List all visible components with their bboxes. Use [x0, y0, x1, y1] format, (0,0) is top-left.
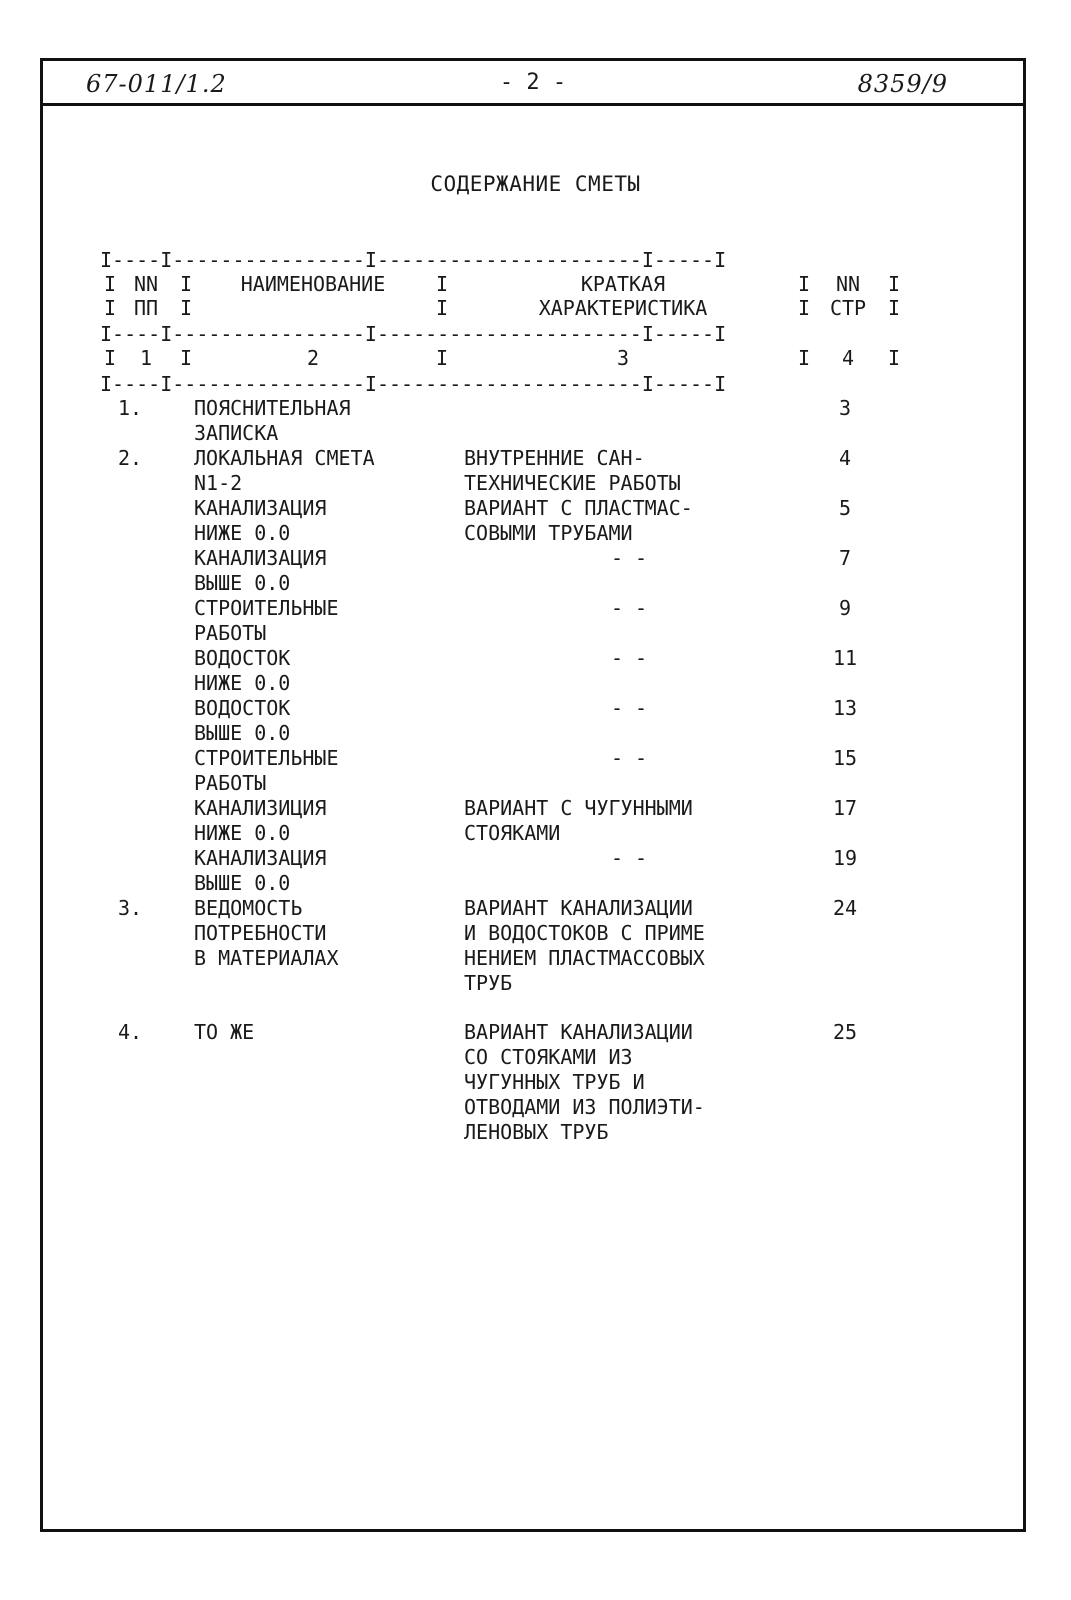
- page-number: - 2 -: [499, 70, 567, 95]
- row-name: ЛОКАЛЬНАЯ СМЕТА N1-2: [194, 446, 375, 495]
- col-page-header-2: СТР: [829, 296, 867, 320]
- table-border-top: I----I----------------I----------------------I-----I: [100, 248, 727, 272]
- document-title: СОДЕРЖАНИЕ СМЕТЫ: [430, 172, 641, 196]
- row-number: 2.: [118, 446, 143, 470]
- row-name: СТРОИТЕЛЬНЫЕ РАБОТЫ: [194, 596, 339, 645]
- row-page: 19: [832, 846, 858, 870]
- sheet-code: 8359/9: [857, 70, 948, 98]
- row-page: 15: [832, 746, 858, 770]
- row-description: ВАРИАНТ КАНАЛИЗАЦИИ И ВОДОСТОКОВ С ПРИМЕ НЕНИЕМ ПЛАСТМАССОВЫХ ТРУБ: [464, 896, 705, 995]
- row-description: - -: [610, 696, 648, 720]
- row-page: 5: [838, 496, 852, 520]
- row-page: 11: [832, 646, 858, 670]
- row-description: ВНУТРЕННИЕ САН- ТЕХНИЧЕСКИЕ РАБОТЫ: [464, 446, 681, 495]
- row-page: 17: [832, 796, 858, 820]
- title-block: [40, 58, 1026, 106]
- row-description: ВАРИАНТ КАНАЛИЗАЦИИ СО СТОЯКАМИ ИЗ ЧУГУННЫХ ТРУБ И ОТВОДАМИ ИЗ ПОЛИЭТИ- ЛЕНОВЫХ ТРУБ: [464, 1020, 705, 1144]
- row-description: - -: [610, 546, 648, 570]
- row-number: 1.: [118, 396, 143, 420]
- table-separator: I: [436, 346, 449, 370]
- table-separator: I: [888, 272, 901, 296]
- table-border-mid: I----I----------------I----------------------I-----I: [100, 322, 727, 346]
- table-separator: I: [104, 272, 117, 296]
- row-page: 9: [838, 596, 852, 620]
- row-page: 13: [832, 696, 858, 720]
- row-page: 4: [838, 446, 852, 470]
- row-page: 25: [832, 1020, 858, 1044]
- col-desc-header-2: ХАРАКТЕРИСТИКА: [538, 296, 708, 320]
- col-num-index: 1: [139, 346, 153, 370]
- document-code: 67-011/1.2: [86, 70, 227, 98]
- row-name: КАНАЛИЗИЦИЯ НИЖЕ 0.0: [194, 796, 327, 845]
- table-separator: I: [888, 346, 901, 370]
- row-page: 7: [838, 546, 852, 570]
- row-number: 3.: [118, 896, 143, 920]
- table-border-bottom: I----I----------------I----------------------I-----I: [100, 372, 727, 396]
- row-description: - -: [610, 846, 648, 870]
- row-name: ПОЯСНИТЕЛЬНАЯ ЗАПИСКА: [194, 396, 351, 445]
- col-desc-index: 3: [616, 346, 630, 370]
- row-name: КАНАЛИЗАЦИЯ ВЫШЕ 0.0: [194, 546, 327, 595]
- col-name-index: 2: [306, 346, 320, 370]
- table-separator: I: [798, 346, 811, 370]
- col-page-index: 4: [841, 346, 855, 370]
- col-desc-header-1: КРАТКАЯ: [580, 272, 666, 296]
- row-name: КАНАЛИЗАЦИЯ ВЫШЕ 0.0: [194, 846, 327, 895]
- table-separator: I: [180, 346, 193, 370]
- table-separator: I: [436, 296, 449, 320]
- col-num-header-2: ПП: [133, 296, 159, 320]
- row-page: 3: [838, 396, 852, 420]
- row-name: ВЕДОМОСТЬ ПОТРЕБНОСТИ В МАТЕРИАЛАХ: [194, 896, 339, 970]
- row-description: - -: [610, 646, 648, 670]
- row-name: ВОДОСТОК НИЖЕ 0.0: [194, 646, 291, 695]
- row-description: - -: [610, 596, 648, 620]
- row-name: СТРОИТЕЛЬНЫЕ РАБОТЫ: [194, 746, 339, 795]
- table-separator: I: [180, 296, 193, 320]
- row-name: КАНАЛИЗАЦИЯ НИЖЕ 0.0: [194, 496, 327, 545]
- table-separator: I: [798, 272, 811, 296]
- row-description: ВАРИАНТ С ЧУГУННЫМИ СТОЯКАМИ: [464, 796, 693, 845]
- col-name-header: НАИМЕНОВАНИЕ: [240, 272, 386, 296]
- table-separator: I: [798, 296, 811, 320]
- table-separator: I: [104, 346, 117, 370]
- row-name: ТО ЖЕ: [194, 1020, 255, 1044]
- table-separator: I: [180, 272, 193, 296]
- col-num-header-1: NN: [133, 272, 159, 296]
- row-description: ВАРИАНТ С ПЛАСТМАС- СОВЫМИ ТРУБАМИ: [464, 496, 693, 545]
- col-page-header-1: NN: [835, 272, 861, 296]
- row-name: ВОДОСТОК ВЫШЕ 0.0: [194, 696, 291, 745]
- row-description: - -: [610, 746, 648, 770]
- table-separator: I: [104, 296, 117, 320]
- table-separator: I: [888, 296, 901, 320]
- row-number: 4.: [118, 1020, 143, 1044]
- row-page: 24: [832, 896, 858, 920]
- table-separator: I: [436, 272, 449, 296]
